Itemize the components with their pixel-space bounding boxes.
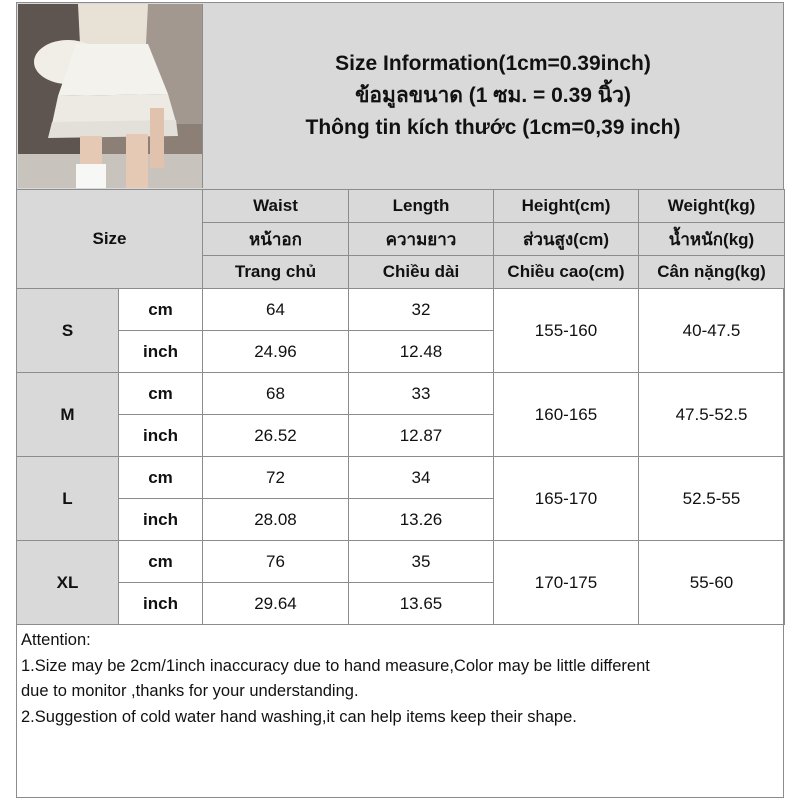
weight-m: 47.5-52.5: [639, 373, 785, 457]
unit-cm: cm: [119, 541, 203, 583]
size-info-header: [16, 2, 784, 190]
waist-cm-m: 68: [203, 373, 349, 415]
length-cm-xl: 35: [349, 541, 494, 583]
header-waist-th: หน้าอก: [203, 223, 349, 256]
header-text-block: [203, 3, 783, 189]
length-cm-s: 32: [349, 289, 494, 331]
length-inch-s: 12.48: [349, 331, 494, 373]
header-height-th: ส่วนสูง(cm): [494, 223, 639, 256]
size-label-m: M: [17, 373, 119, 457]
title-vietnamese: Thông tin kích thước (1cm=0,39 inch): [305, 116, 681, 139]
waist-inch-l: 28.08: [203, 499, 349, 541]
header-height-vi: Chiều cao(cm): [494, 256, 639, 289]
height-m: 160-165: [494, 373, 639, 457]
unit-inch: inch: [119, 499, 203, 541]
length-inch-xl: 13.65: [349, 583, 494, 625]
unit-cm: cm: [119, 289, 203, 331]
unit-inch: inch: [119, 583, 203, 625]
header-height-en: Height(cm): [494, 190, 639, 223]
size-label-xl: XL: [17, 541, 119, 625]
header-length-en: Length: [349, 190, 494, 223]
header-length-vi: Chiều dài: [349, 256, 494, 289]
length-inch-l: 13.26: [349, 499, 494, 541]
waist-inch-m: 26.52: [203, 415, 349, 457]
product-photo: [18, 4, 203, 188]
waist-cm-xl: 76: [203, 541, 349, 583]
height-l: 165-170: [494, 457, 639, 541]
header-weight-vi: Cân nặng(kg): [639, 256, 785, 289]
note-line-2: due to monitor ,thanks for your understanding.: [21, 682, 359, 700]
height-s: 155-160: [494, 289, 639, 373]
attention-notes: [17, 628, 781, 730]
weight-s: 40-47.5: [639, 289, 785, 373]
header-weight-en: Weight(kg): [639, 190, 785, 223]
unit-cm: cm: [119, 457, 203, 499]
header-weight-th: น้ำหนัก(kg): [639, 223, 785, 256]
note-line-1: 1.Size may be 2cm/1inch inaccuracy due to hand measure,Color may be little different: [21, 656, 650, 675]
waist-inch-s: 24.96: [203, 331, 349, 373]
header-waist-vi: Trang chủ: [203, 256, 349, 289]
height-xl: 170-175: [494, 541, 639, 625]
size-column-header: Size: [17, 190, 203, 289]
weight-xl: 55-60: [639, 541, 785, 625]
weight-l: 52.5-55: [639, 457, 785, 541]
header-waist-en: Waist: [203, 190, 349, 223]
unit-inch: inch: [119, 331, 203, 373]
skirt-photo-image: [18, 4, 202, 188]
length-cm-l: 34: [349, 457, 494, 499]
note-line-3: 2.Suggestion of cold water hand washing,it can help items keep their shape.: [21, 707, 577, 726]
length-inch-m: 12.87: [349, 415, 494, 457]
length-cm-m: 33: [349, 373, 494, 415]
title-thai: ข้อมูลขนาด (1 ซม. = 0.39 นิ้ว): [355, 84, 631, 107]
notes-title: Attention:: [21, 631, 91, 649]
unit-inch: inch: [119, 415, 203, 457]
waist-cm-s: 64: [203, 289, 349, 331]
header-length-th: ความยาว: [349, 223, 494, 256]
size-label-l: L: [17, 457, 119, 541]
unit-cm: cm: [119, 373, 203, 415]
waist-cm-l: 72: [203, 457, 349, 499]
size-label-s: S: [17, 289, 119, 373]
waist-inch-xl: 29.64: [203, 583, 349, 625]
size-table: [16, 189, 785, 625]
title-english: Size Information(1cm=0.39inch): [335, 52, 651, 75]
